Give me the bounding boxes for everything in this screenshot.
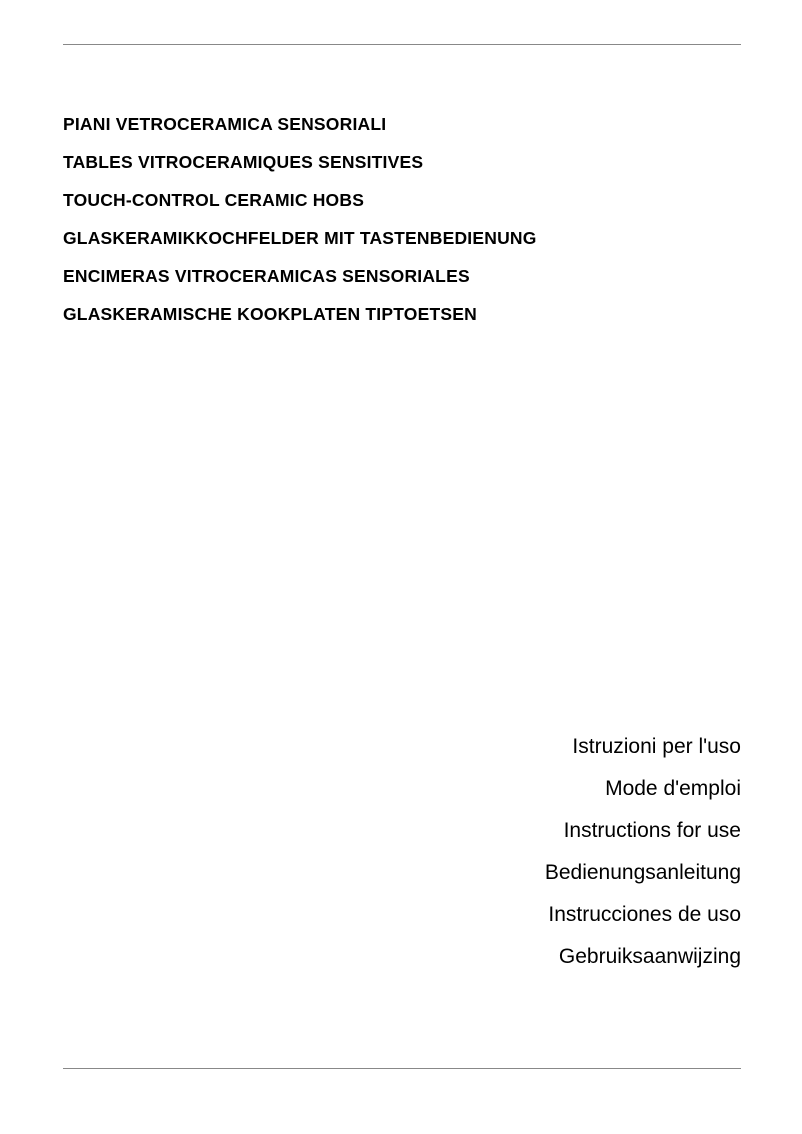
footer-divider	[63, 1068, 741, 1069]
instructions-language-line: Instrucciones de uso	[548, 903, 741, 926]
header-divider	[63, 44, 741, 45]
product-title-line: PIANI VETROCERAMICA SENSORIALI	[63, 114, 387, 134]
product-title-line: GLASKERAMISCHE KOOKPLATEN TIPTOETSEN	[63, 304, 477, 324]
instructions-language-block	[241, 726, 741, 978]
product-title-line: TOUCH-CONTROL CERAMIC HOBS	[63, 190, 365, 210]
instructions-language-line: Istruzioni per l'uso	[572, 735, 741, 758]
instructions-language-line: Bedienungsanleitung	[544, 861, 741, 884]
instructions-language-line: Mode d'emploi	[605, 777, 741, 800]
product-title-line: GLASKERAMIKKOCHFELDER MIT TASTENBEDIENUNG	[63, 228, 537, 248]
product-title-line: TABLES VITROCERAMIQUES SENSITIVES	[63, 152, 424, 172]
product-title-block	[63, 105, 753, 333]
product-title-line: ENCIMERAS VITROCERAMICAS SENSORIALES	[63, 266, 470, 286]
instructions-language-line: Instructions for use	[563, 819, 741, 842]
instructions-language-line: Gebruiksaanwijzing	[558, 945, 741, 968]
